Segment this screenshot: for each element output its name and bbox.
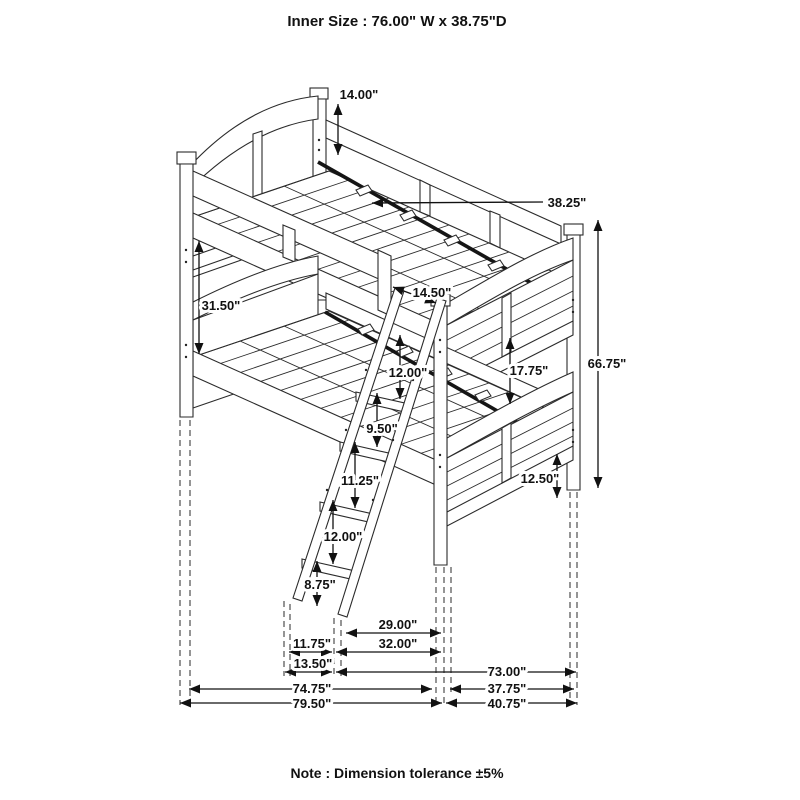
dim-label-ladder-projection: 32.00" — [378, 636, 418, 651]
dim-label-frame-length: 73.00" — [487, 664, 527, 679]
footboard-back-post-cap — [564, 224, 583, 235]
guard-rail-stub-mid — [283, 225, 295, 262]
dim-label-ladder-feet-spread: 11.75" — [293, 636, 331, 651]
dim-label-bunk-clearance: 17.75" — [509, 363, 549, 378]
dim-label-overall-height: 66.75" — [587, 356, 627, 371]
dim-label-rung-to-floor: 8.75" — [304, 577, 336, 592]
footboard-front-post — [434, 306, 447, 565]
tolerance-note: Note : Dimension tolerance ±5% — [290, 765, 504, 781]
page-title: Inner Size : 76.00" W x 38.75"D — [287, 13, 507, 30]
headboard-front-post — [180, 164, 193, 417]
lower-footboard-stile — [502, 423, 511, 483]
back-guard-stub-2 — [490, 211, 500, 248]
bed-line-art — [177, 88, 583, 617]
dim-label-ladder-foot-to-leg: 29.00" — [378, 617, 418, 632]
headboard-front-post-cap — [177, 152, 196, 164]
dim-label-ladder-opening: 14.50" — [412, 285, 452, 300]
dim-label-rung-spacing-mid: 11.25" — [341, 473, 379, 488]
dim-label-overall-length: 79.50" — [292, 696, 332, 711]
dim-label-leg-height: 12.50" — [520, 471, 560, 486]
dim-label-slat-support: 38.25" — [547, 195, 587, 210]
dim-label-rung-spacing-low: 12.00" — [323, 529, 363, 544]
dim-label-rail-to-rung: 12.00" — [388, 365, 428, 380]
back-guard-stub-1 — [420, 180, 430, 216]
dim-label-bunk-gap: 31.50" — [201, 298, 241, 313]
dim-label-bed-length: 74.75" — [292, 681, 332, 696]
dim-label-overall-depth: 40.75" — [487, 696, 527, 711]
dim-label-frame-depth: 37.75" — [487, 681, 527, 696]
dim-label-rung-spacing-top: 9.50" — [366, 421, 398, 436]
dim-label-headboard-top-height: 14.00" — [339, 87, 379, 102]
dim-label-ladder-base-depth: 13.50" — [293, 656, 333, 671]
